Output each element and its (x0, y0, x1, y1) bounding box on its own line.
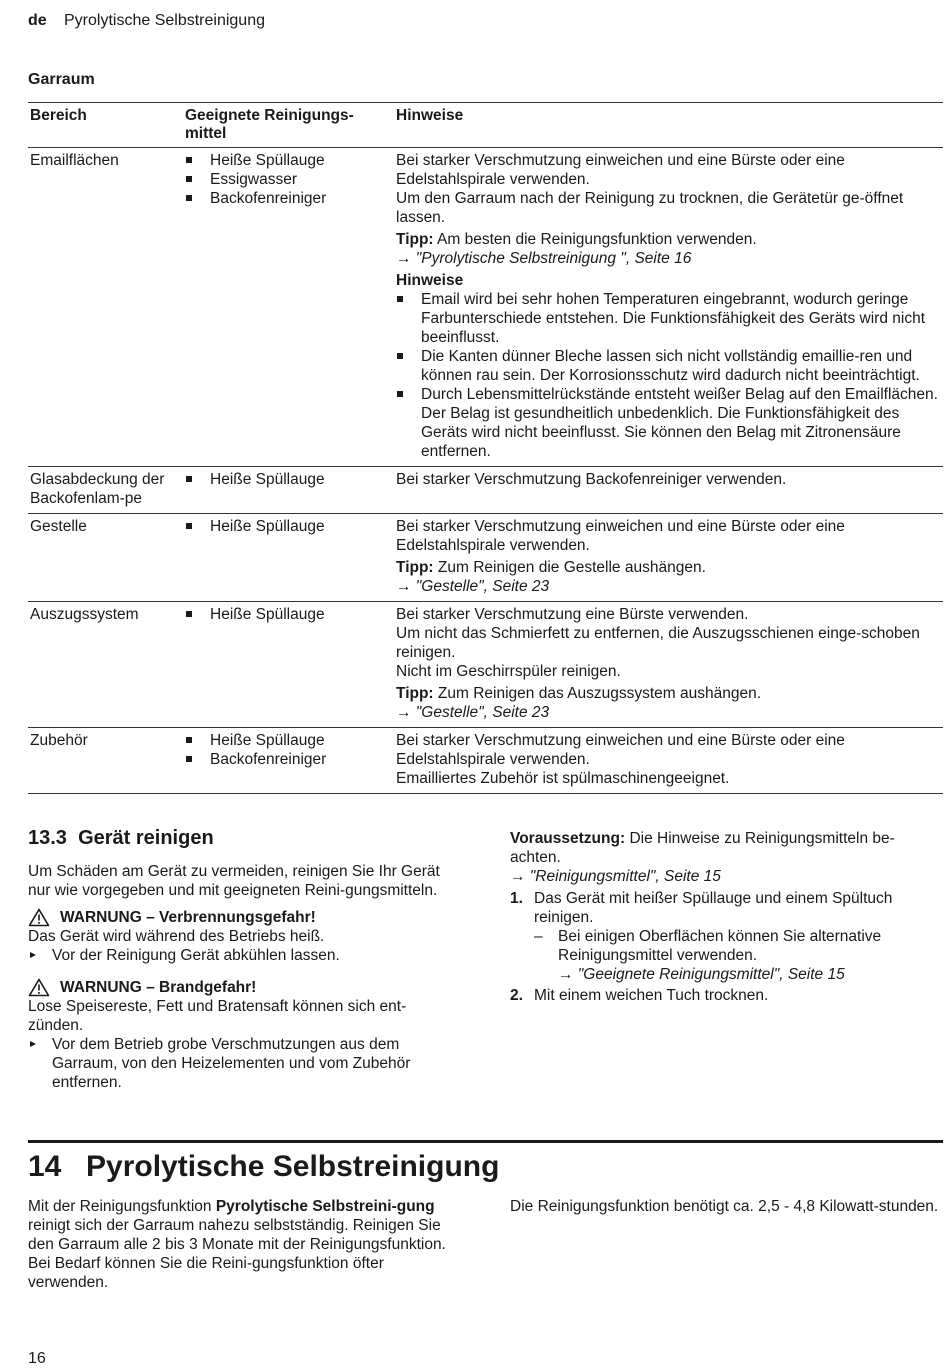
row-area: Gestelle (30, 518, 87, 535)
step-item (510, 986, 944, 1005)
agent-item: Heiße Spüllauge (185, 517, 394, 536)
row-notes (394, 602, 943, 728)
note-text: Um den Garraum nach der Reinigung zu trocknen, die Gerätetür ge-öffnet lassen. (396, 190, 904, 226)
agent-item: Heiße Spüllauge (185, 151, 394, 170)
chapter-paragraph: Die Reinigungsfunktion benötigt ca. 2,5 - 4,8 Kilowatt-stunden. (510, 1198, 939, 1215)
row-agents (183, 728, 394, 794)
row-notes (394, 728, 943, 794)
page-number: 16 (28, 1350, 46, 1367)
row-agents (183, 467, 394, 514)
warning-title: WARNUNG – Verbrennungsgefahr! (60, 909, 316, 926)
row-notes (394, 514, 943, 602)
prerequisite-text: Die Hinweise zu Reinigungsmitteln be-achten. (510, 830, 895, 866)
tip-text: Zum Reinigen die Gestelle aushängen. (437, 559, 706, 576)
function-name: Pyrolytische Selbstreini-gung (215, 1198, 435, 1215)
tip (396, 558, 943, 577)
section-13-3-heading (28, 829, 214, 848)
tip (396, 684, 943, 703)
note-text: Emailliertes Zubehör ist spülmaschinengeeignet. (396, 770, 730, 787)
cross-reference-link[interactable]: → "Geeignete Reinigungsmittel", Seite 15 (558, 966, 845, 983)
agent-item: Essigwasser (185, 170, 394, 189)
row-area: Glasabdeckung der Backofenlam-pe (30, 471, 165, 507)
table-row (28, 467, 943, 514)
section-13-3-right-column (510, 829, 944, 1005)
tip (396, 230, 943, 249)
prerequisite (510, 829, 944, 867)
chapter-14-left-column (28, 1197, 458, 1292)
header-hinweise: Hinweise (394, 103, 943, 148)
chapter-14-right-column (510, 1197, 944, 1216)
prerequisite-label: Voraussetzung: (510, 830, 626, 847)
chapter-heading (28, 1148, 499, 1186)
chapter-title: Pyrolytische Selbstreinigung (86, 1150, 500, 1183)
header-title: Pyrolytische Selbstreinigung (64, 12, 265, 29)
table-row (28, 602, 943, 728)
note-text: Bei starker Verschmutzung Backofenreiniger verwenden. (396, 471, 787, 488)
section-13-3-left-column (28, 862, 458, 1092)
chapter-number: 14 (28, 1150, 62, 1183)
step-item (510, 889, 944, 984)
warning-burn (28, 908, 458, 927)
hinweise-heading: Hinweise (396, 272, 464, 289)
agent-item: Backofenreiniger (185, 750, 394, 769)
agent-item: Backofenreiniger (185, 189, 394, 208)
table-row (28, 514, 943, 602)
cross-reference-link[interactable]: → "Pyrolytische Selbstreinigung ", Seite 16 (396, 250, 692, 267)
section-number: 13.3 (28, 827, 67, 849)
agent-item: Heiße Spüllauge (185, 731, 394, 750)
step-number: 2. (510, 987, 523, 1004)
paragraph-text: Mit der Reinigungsfunktion (28, 1198, 216, 1215)
step-substep (534, 927, 944, 984)
note-text: Bei starker Verschmutzung einweichen und eine Bürste oder eine Edelstahlspirale verwenden. (396, 732, 845, 768)
agent-item: Heiße Spüllauge (185, 605, 394, 624)
row-notes (394, 467, 943, 514)
warning-triangle-icon (28, 908, 50, 927)
substep-text: Bei einigen Oberflächen können Sie alternative Reinigungsmittel verwenden. (558, 928, 882, 964)
note-text: Bei starker Verschmutzung einweichen und eine Bürste oder eine Edelstahlspirale verwenden. (396, 152, 845, 188)
hinweis-item: Durch Lebensmittelrückstände entsteht weißer Belag auf den Emailflächen. Der Belag ist gesundheitlich unbedenklich. Die Funktionsfähigkeit des Geräts wird nicht beeinflusst. Sie können den Belag mit Zitronensäure entfernen. (396, 385, 943, 461)
tip-text: Zum Reinigen das Auszugssystem aushängen. (437, 685, 762, 702)
tip-label: Tipp: (396, 685, 434, 702)
warning-title: WARNUNG – Brandgefahr! (60, 979, 257, 996)
warning-triangle-icon (28, 978, 50, 997)
note-text: Nicht im Geschirrspüler reinigen. (396, 663, 621, 680)
row-agents (183, 514, 394, 602)
tip-text: Am besten die Reinigungsfunktion verwenden. (437, 231, 757, 248)
cross-reference-link[interactable]: → "Gestelle", Seite 23 (396, 578, 550, 595)
warning-text: Das Gerät wird während des Betriebs heiß. (28, 928, 325, 945)
section-label: Garraum (28, 71, 95, 88)
warning-text: Lose Speisereste, Fett und Bratensaft können sich ent-zünden. (28, 998, 407, 1034)
chapter-paragraph (28, 1197, 458, 1292)
row-area: Emailflächen (30, 152, 119, 169)
row-agents (183, 602, 394, 728)
warning-fire (28, 978, 458, 997)
table-row (28, 148, 943, 467)
paragraph-text: reinigt sich der Garraum nahezu selbstständig. Reinigen Sie den Garraum alle 2 bis 3 Monate mit der Reinigungsfunktion. Bei Bedarf können Sie die Reini-gungsfunktion öfter verwenden. (28, 1217, 446, 1291)
cross-reference-link[interactable]: → "Reinigungsmittel", Seite 15 (510, 868, 721, 885)
table-header-row (28, 103, 943, 148)
row-notes (394, 148, 943, 467)
row-area: Zubehör (30, 732, 88, 749)
header-bereich: Bereich (28, 103, 183, 148)
note-text: Bei starker Verschmutzung einweichen und eine Bürste oder eine Edelstahlspirale verwenden. (396, 518, 845, 554)
note-text: Bei starker Verschmutzung eine Bürste verwenden. (396, 606, 749, 623)
header-reinigungsmittel: Geeignete Reinigungs- mittel (183, 103, 394, 148)
hinweis-item: Email wird bei sehr hohen Temperaturen eingebrannt, wodurch geringe Farbunterschiede entstehen. Die Funktionsfähigkeit des Geräts wird nicht beeinflusst. (396, 290, 943, 347)
note-text: Um nicht das Schmierfett zu entfernen, die Auszugsschienen einge-schoben reinigen. (396, 625, 920, 661)
agent-item: Heiße Spüllauge (185, 470, 394, 489)
hinweis-item: Die Kanten dünner Bleche lassen sich nicht vollständig emaillie-ren und können rau sein. Der Korrosionsschutz wird dadurch nicht beeinträchtigt. (396, 347, 943, 385)
cross-reference-link[interactable]: → "Gestelle", Seite 23 (396, 704, 550, 721)
row-area: Auszugssystem (30, 606, 139, 623)
warning-action: Vor der Reinigung Gerät abkühlen lassen. (28, 946, 458, 965)
row-agents (183, 148, 394, 467)
intro-text: Um Schäden am Gerät zu vermeiden, reinigen Sie Ihr Gerät nur wie vorgegeben und mit geeigneten Reini-gungsmitteln. (28, 863, 440, 899)
cleaning-table (28, 102, 943, 794)
step-text: Mit einem weichen Tuch trocknen. (534, 987, 769, 1004)
chapter-rule (28, 1140, 943, 1143)
warning-action: Vor dem Betrieb grobe Verschmutzungen aus dem Garraum, von den Heizelementen und vom Zubehör entfernen. (28, 1035, 458, 1092)
section-title: Gerät reinigen (78, 827, 214, 849)
step-text: Das Gerät mit heißer Spüllauge und einem Spültuch reinigen. (534, 890, 893, 926)
header-language: de (28, 12, 47, 29)
tip-label: Tipp: (396, 559, 434, 576)
table-row (28, 728, 943, 794)
tip-label: Tipp: (396, 231, 434, 248)
step-number: 1. (510, 890, 523, 907)
